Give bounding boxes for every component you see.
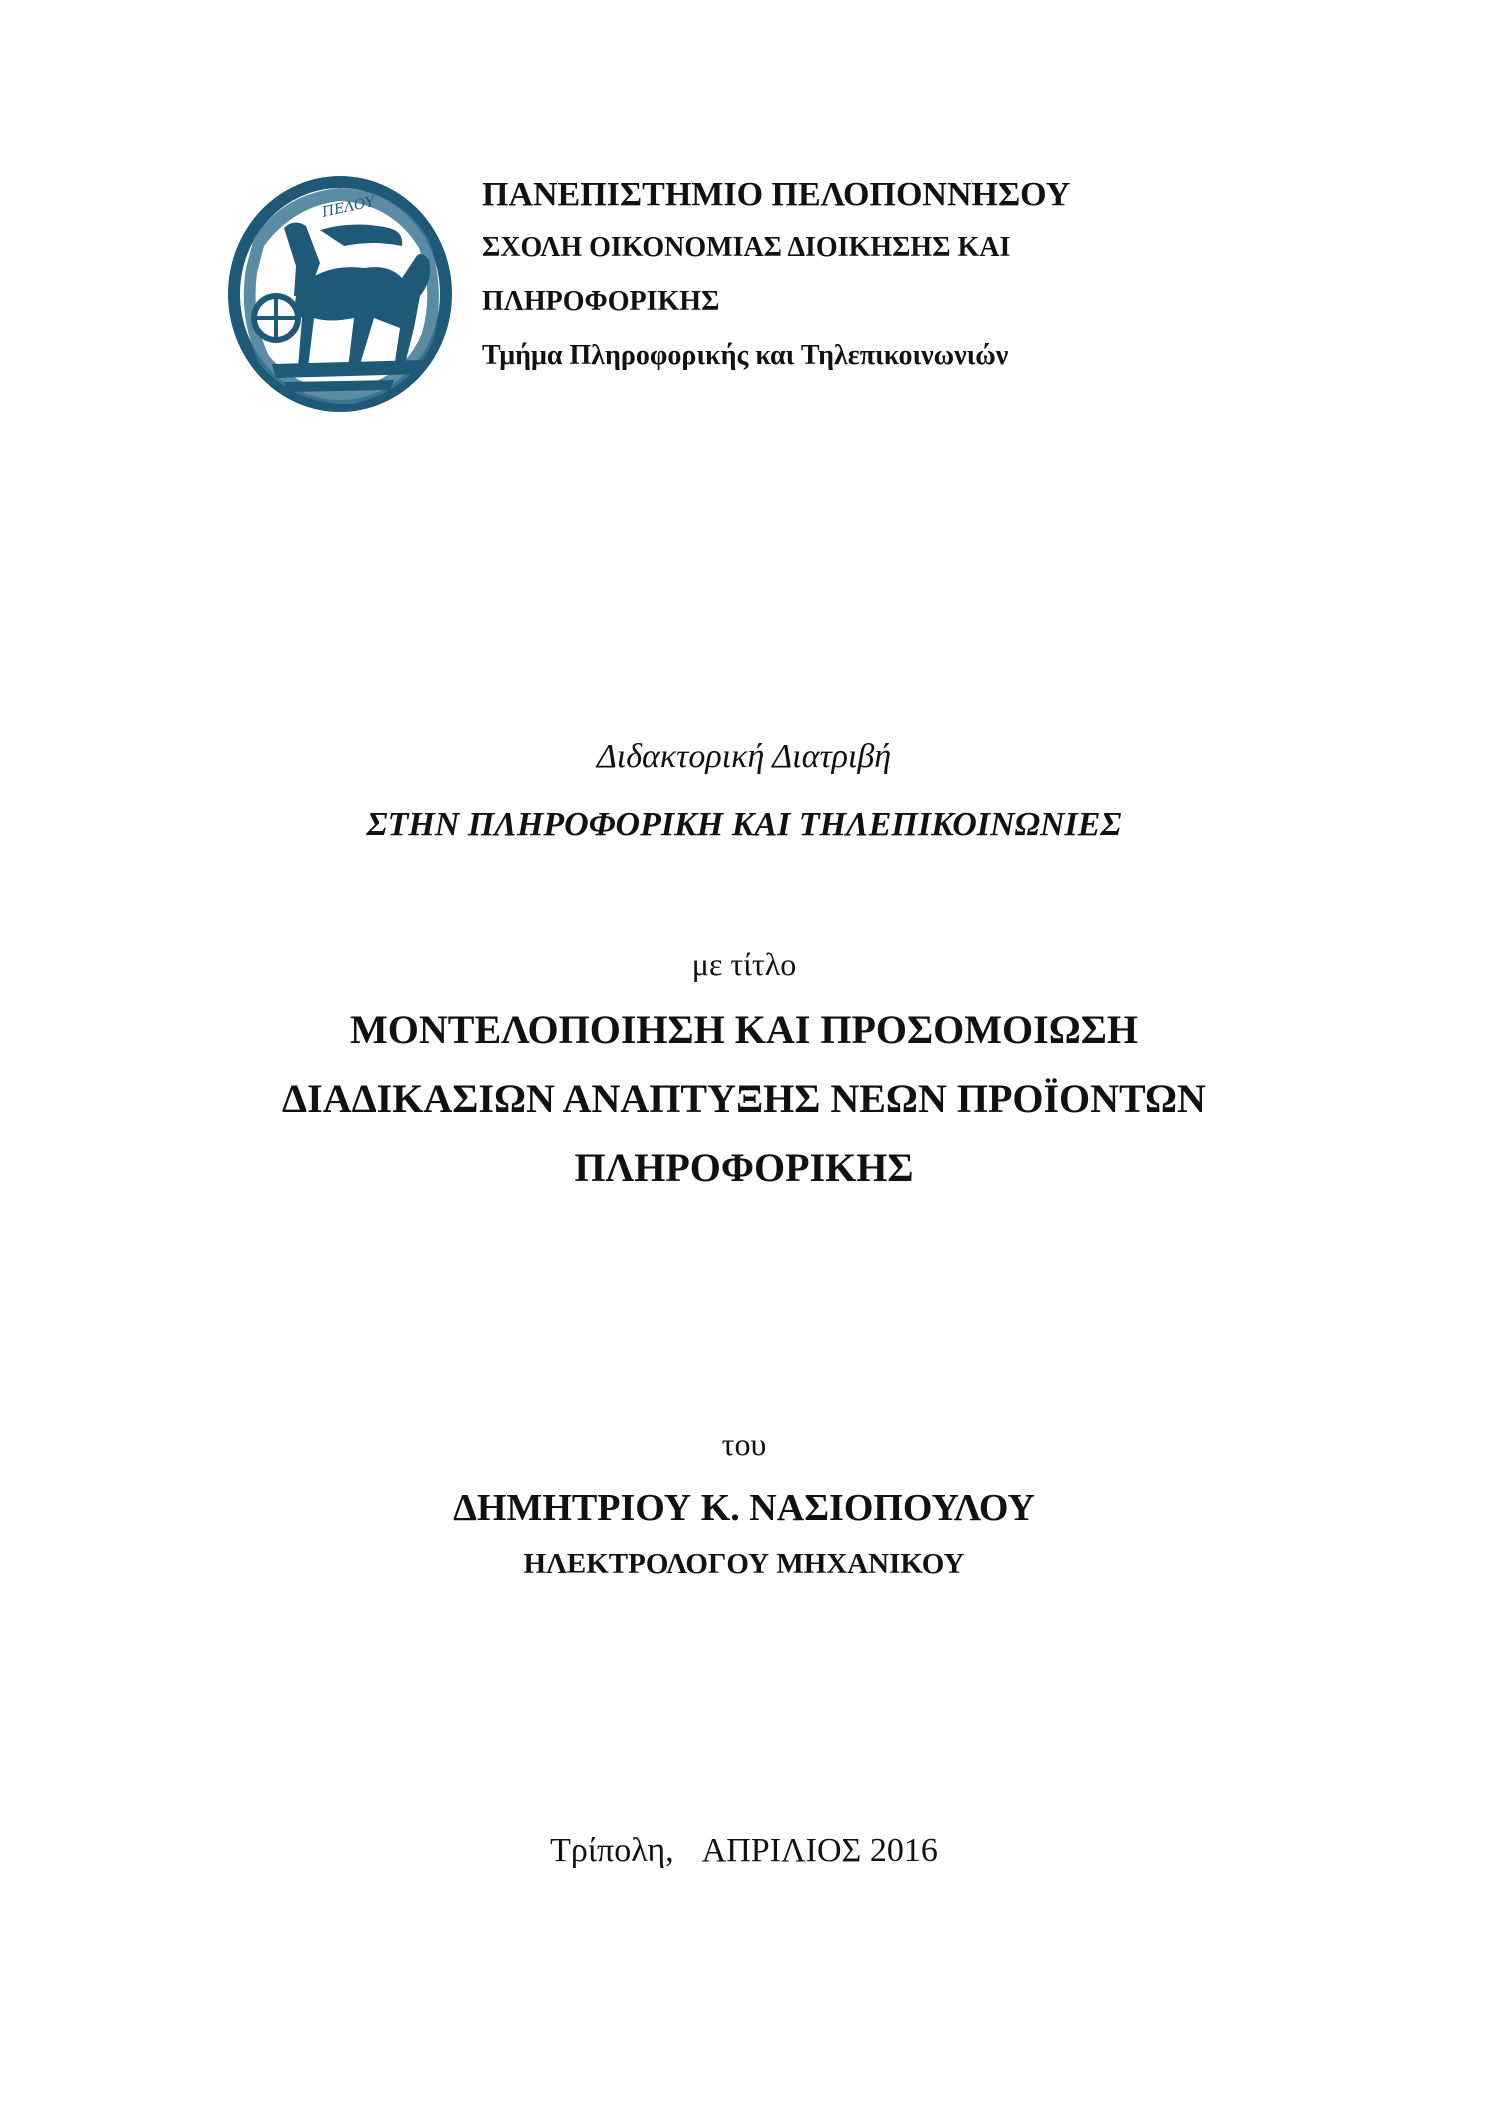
- place-and-date: [0, 1832, 1488, 1870]
- thesis-title-line-3: ΠΛΗΡΟΦΟΡΙΚΗΣ: [574, 1145, 914, 1190]
- seal-inscription: ΠΕΛΟΥ: [320, 194, 377, 221]
- department-name: Τμήμα Πληροφορικής και Τηλεπικοινωνιών: [482, 340, 1009, 371]
- by-label: του: [721, 1426, 767, 1462]
- school-name-line-1: ΣΧΟΛΗ ΟΙΚΟΝΟΜΙΑΣ ΔΙΟΙΚΗΣΗΣ ΚΑΙ: [482, 232, 1011, 263]
- school-name-line-2: ΠΛΗΡΟΦΟΡΙΚΗΣ: [482, 286, 720, 317]
- thesis-title-line-1: ΜΟΝΤΕΛΟΠΟΙΗΣΗ ΚΑΙ ΠΡΟΣΟΜΟΙΩΣΗ: [350, 1007, 1138, 1052]
- date: ΑΠΡΙΛΙΟΣ 2016: [701, 1832, 938, 1869]
- document-type: Διδακτορική Διατριβή: [596, 738, 892, 775]
- institution-header: [482, 178, 1382, 370]
- university-name: ΠΑΝΕΠΙΣΤΗΜΙΟ ΠΕΛΟΠΟΝΝΗΣΟΥ: [482, 176, 1071, 213]
- author-title: ΗΛΕΚΤΡΟΛΟΓΟΥ ΜΗΧΑΝΙΚΟΥ: [523, 1548, 965, 1580]
- author-name: ΔΗΜΗΤΡΙΟΥ Κ. ΝΑΣΙΟΠΟΥΛΟΥ: [453, 1487, 1035, 1529]
- university-seal-logo: [224, 168, 456, 416]
- thesis-title-line-2: ΔΙΑΔΙΚΑΣΙΩΝ ΑΝΑΠΤΥΞΗΣ ΝΕΩΝ ΠΡΟΪΟΝΤΩΝ: [282, 1076, 1206, 1121]
- place: Τρίπολη,: [550, 1832, 674, 1869]
- with-title-label: με τίτλο: [691, 946, 797, 982]
- document-field: ΣΤΗΝ ΠΛΗΡΟΦΟΡΙΚΗ ΚΑΙ ΤΗΛΕΠΙΚΟΙΝΩΝΙΕΣ: [366, 806, 1122, 843]
